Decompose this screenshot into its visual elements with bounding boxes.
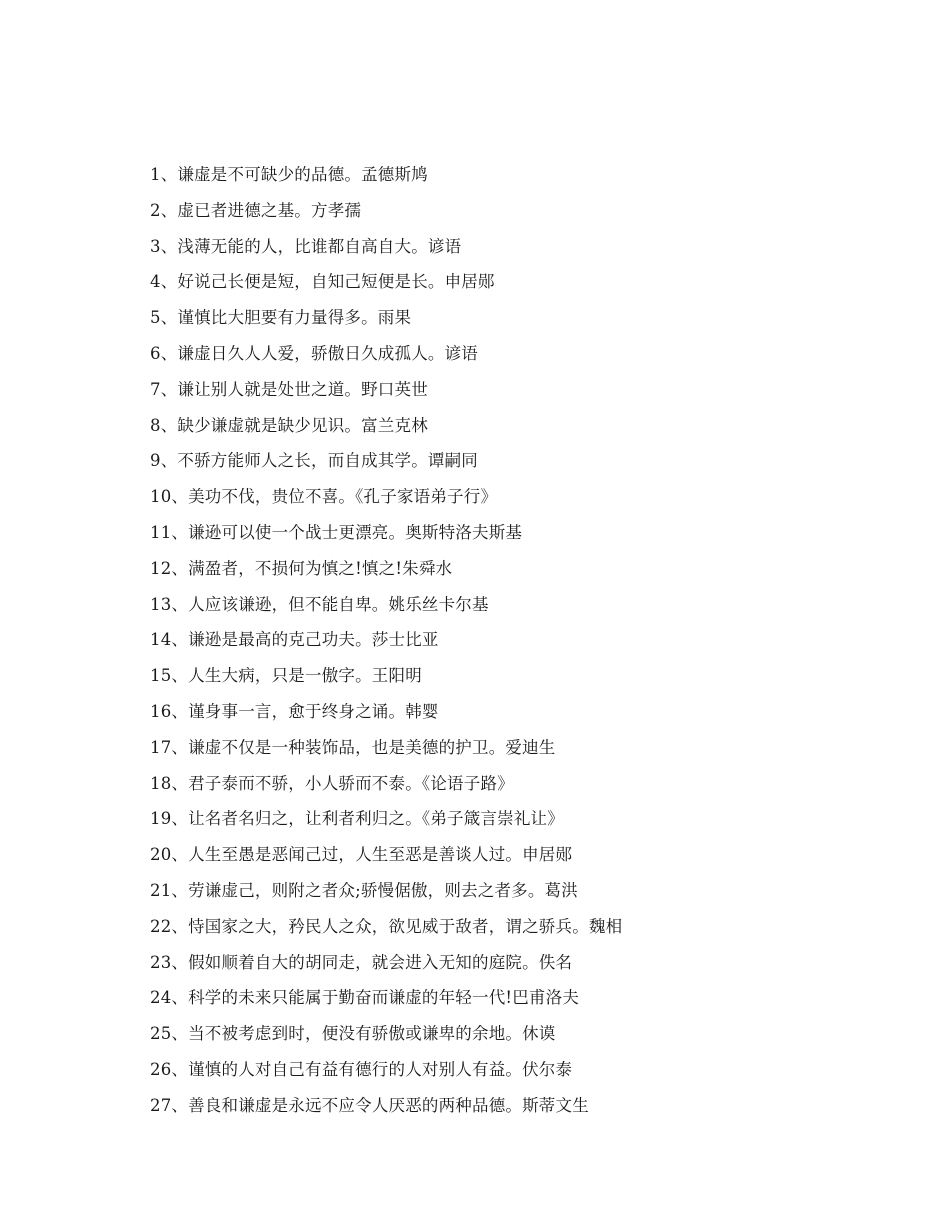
quote-item: 23、假如顺着自大的胡同走，就会进入无知的庭院。佚名 (150, 952, 573, 972)
quote-item: 10、美功不伐，贵位不喜。《孔子家语弟子行》 (150, 487, 498, 507)
quote-item: 18、君子泰而不骄，小人骄而不泰。《论语子路》 (150, 773, 514, 793)
quote-item: 2、虚已者进德之基。方孝孺 (150, 200, 362, 220)
quote-item: 22、恃国家之大，矜民人之众，欲见威于敌者，谓之骄兵。魏相 (150, 916, 623, 936)
quote-item: 21、劳谦虚己，则附之者众;骄慢倨傲，则去之者多。葛洪 (150, 880, 578, 900)
quote-item: 9、不骄方能师人之长，而自成其学。谭嗣同 (150, 451, 478, 471)
quote-item: 13、人应该谦逊，但不能自卑。姚乐丝卡尔基 (150, 594, 489, 614)
quote-item: 17、谦虚不仅是一种装饰品，也是美德的护卫。爱迪生 (150, 737, 556, 757)
quote-item: 20、人生至愚是恶闻己过，人生至恶是善谈人过。申居郧 (150, 845, 573, 865)
quote-item: 25、当不被考虑到时，便没有骄傲或谦卑的余地。休谟 (150, 1024, 556, 1044)
quote-item: 16、谨身事一言，愈于终身之诵。韩婴 (150, 701, 439, 721)
quote-item: 14、谦逊是最高的克己功夫。莎士比亚 (150, 630, 439, 650)
quote-list (150, 157, 910, 1124)
quote-item: 15、人生大病，只是一傲字。王阳明 (150, 666, 422, 686)
quote-item: 6、谦虚日久人人爱，骄傲日久成孤人。谚语 (150, 343, 478, 363)
quote-item: 3、浅薄无能的人，比谁都自高自大。谚语 (150, 236, 462, 256)
quote-item: 1、谦虚是不可缺少的品德。孟德斯鸠 (150, 165, 428, 184)
quote-item: 12、满盈者，不损何为慎之!慎之!朱舜水 (150, 558, 453, 578)
quote-item: 24、科学的未来只能属于勤奋而谦虚的年轻一代!巴甫洛夫 (150, 988, 580, 1008)
quote-item: 7、谦让别人就是处世之道。野口英世 (150, 379, 428, 399)
quote-item: 4、好说己长便是短，自知己短便是长。申居郧 (150, 272, 495, 292)
quote-item: 8、缺少谦虚就是缺少见识。富兰克林 (150, 415, 428, 435)
quote-item: 27、善良和谦虚是永远不应令人厌恶的两种品德。斯蒂文生 (150, 1095, 589, 1115)
quote-item: 19、让名者名归之，让利者利归之。《弟子箴言崇礼让》 (150, 809, 564, 829)
quote-item: 5、谨慎比大胆要有力量得多。雨果 (150, 308, 412, 328)
quote-item: 11、谦逊可以使一个战士更漂亮。奥斯特洛夫斯基 (150, 522, 523, 542)
quote-item: 26、谨慎的人对自己有益有德行的人对别人有益。伏尔泰 (150, 1059, 573, 1079)
